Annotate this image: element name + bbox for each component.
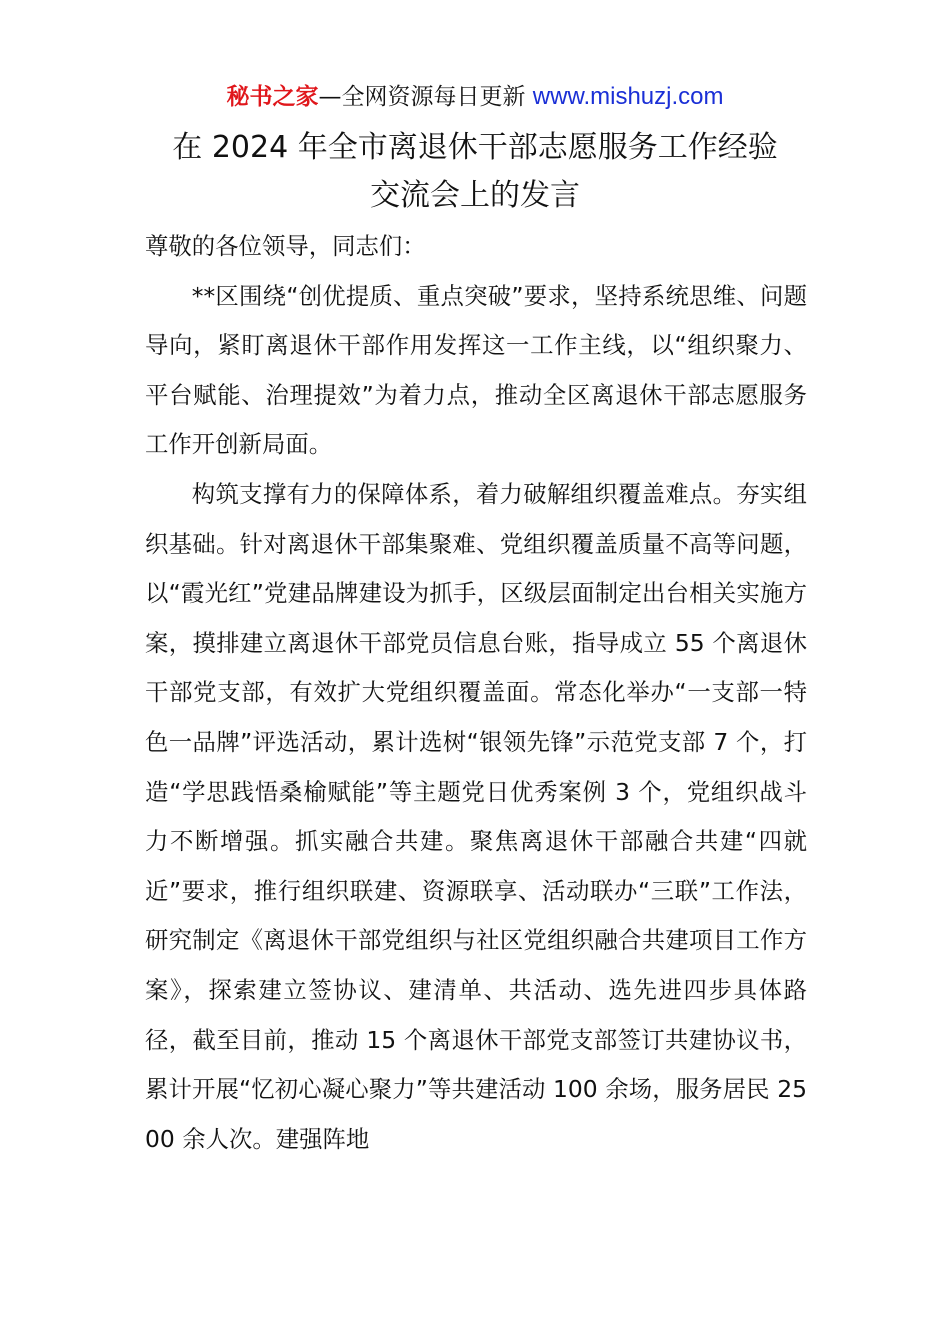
document-title-line-1: 在 2024 年全市离退休干部志愿服务工作经验 [172,130,778,165]
site-header [0,80,950,114]
paragraph-guarantee-system: 构筑支撑有力的保障体系，着力破解组织覆盖难点。夯实组织基础。针对离退休干部集聚难、党组织覆盖质量不高等问题，以“霞光红”党建品牌建设为抓手，区级层面制定出台相关实施方案，摸排建立离退休干部党员信息台账，指导成立 55 个离退休干部党支部，有效扩大党组织覆盖面。常态化举办“一支部一特色一品牌”评选活动，累计选树“银领先锋”示范党支部 7 个，打造“学思践悟桑榆赋能”等主题党日优秀案例 3 个，党组织战斗力不断增强。抓实融合共建。聚焦离退休干部融合共建“四就近”要求，推行组织联建、资源联享、活动联办“三联”工作法，研究制定《离退休干部党组织与社区党组织融合共建项目工作方案》，探索建立签协议、建清单、共活动、选先进四步具体路径，截至目前，推动 15 个离退休干部党支部签订共建协议书，累计开展“忆初心凝心聚力”等共建活动 100 余场，服务居民 2500 余人次。建强阵地 [145,479,807,1153]
document-title-line-2: 交流会上的发言 [370,178,580,213]
document-title [0,124,950,220]
document-body [145,222,807,1164]
site-brand: 秘书之家 [226,84,319,110]
paragraph-intro: **区围绕“创优提质、重点突破”要求，坚持系统思维、问题导向，紧盯离退休干部作用发挥这一工作主线，以“组织聚力、平台赋能、治理提效”为着力点，推动全区离退休干部志愿服务工作开创新局面。 [145,281,807,459]
site-tagline: —全网资源每日更新 [318,84,533,110]
salutation: 尊敬的各位领导，同志们： [145,232,426,260]
site-url-link[interactable]: www.mishuzj.com [532,83,724,110]
